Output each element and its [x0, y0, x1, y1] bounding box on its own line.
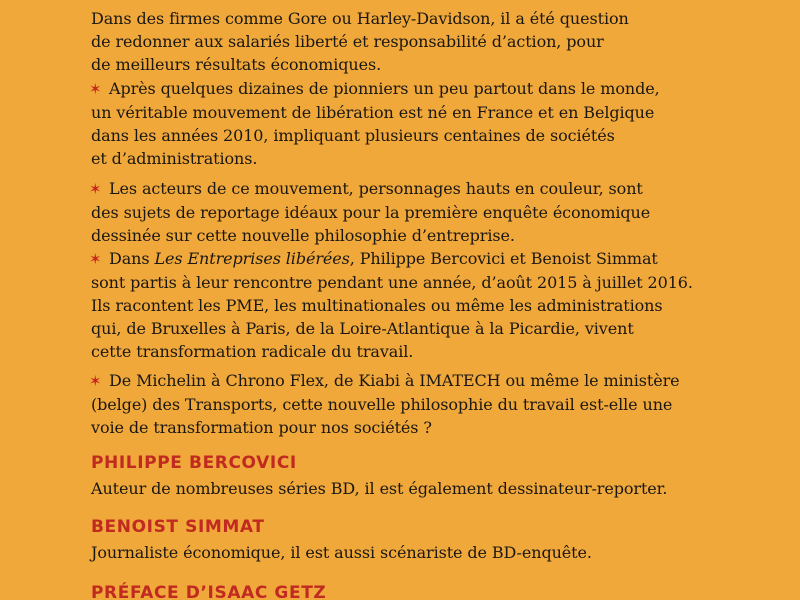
bullet-line: et d’administrations.	[91, 149, 258, 168]
intro-paragraph	[91, 7, 731, 76]
bullet-paragraph	[91, 369, 731, 439]
bullet-line-suffix: , Philippe Bercovici et Benoist Simmat	[349, 249, 658, 268]
bullet-paragraph	[91, 77, 731, 170]
star-bullet-icon: ✶	[89, 372, 102, 390]
bullet-line: qui, de Bruxelles à Paris, de la Loire-Atlantique à la Picardie, vivent	[91, 319, 634, 338]
intro-line: de redonner aux salariés liberté et responsabilité d’action, pour	[91, 32, 604, 51]
cropped-line-top	[91, 0, 96, 7]
bullet-line: Ils racontent les PME, les multinationales ou même les administrations	[91, 296, 663, 315]
bullet-line: De Michelin à Chrono Flex, de Kiabi à IMATECH ou même le ministère	[109, 371, 680, 390]
book-title: Les Entreprises libérées	[154, 249, 350, 268]
star-bullet-icon: ✶	[89, 80, 102, 98]
star-bullet-icon: ✶	[89, 250, 102, 268]
bullet-line-prefix: Dans	[109, 249, 155, 268]
bullet-paragraph	[91, 247, 731, 363]
bullet-paragraph	[91, 177, 731, 247]
bullet-line: un véritable mouvement de libération est né en France et en Belgique	[91, 103, 655, 122]
intro-line: de meilleurs résultats économiques.	[91, 55, 382, 74]
intro-line: Dans des firmes comme Gore ou Harley-Davidson, il a été question	[91, 9, 629, 28]
author-bio-line: Journaliste économique, il est aussi scénariste de BD-enquête.	[91, 543, 592, 562]
author-bio	[91, 541, 731, 564]
bullet-line: dessinée sur cette nouvelle philosophie d’entreprise.	[91, 226, 515, 245]
bullet-line: (belge) des Transports, cette nouvelle philosophie du travail est-elle une	[91, 395, 673, 414]
author-bio	[91, 477, 731, 500]
author-bio-line: Auteur de nombreuses séries BD, il est également dessinateur-reporter.	[91, 479, 668, 498]
bullet-line: voie de transformation pour nos sociétés ?	[91, 418, 432, 437]
author-name-heading: BENOIST SIMMAT	[91, 517, 265, 537]
bullet-line: Après quelques dizaines de pionniers un peu partout dans le monde,	[109, 79, 660, 98]
star-bullet-icon: ✶	[89, 180, 102, 198]
bullet-line: sont partis à leur rencontre pendant une année, d’août 2015 à juillet 2016.	[91, 273, 693, 292]
bullet-line: cette transformation radicale du travail.	[91, 342, 414, 361]
preface-heading: PRÉFACE D’ISAAC GETZ	[91, 583, 327, 600]
bullet-line: des sujets de reportage idéaux pour la première enquête économique	[91, 203, 651, 222]
bullet-line: Les acteurs de ce mouvement, personnages hauts en couleur, sont	[109, 179, 643, 198]
author-name-heading: PHILIPPE BERCOVICI	[91, 453, 297, 473]
bullet-line: dans les années 2010, impliquant plusieurs centaines de sociétés	[91, 126, 615, 145]
